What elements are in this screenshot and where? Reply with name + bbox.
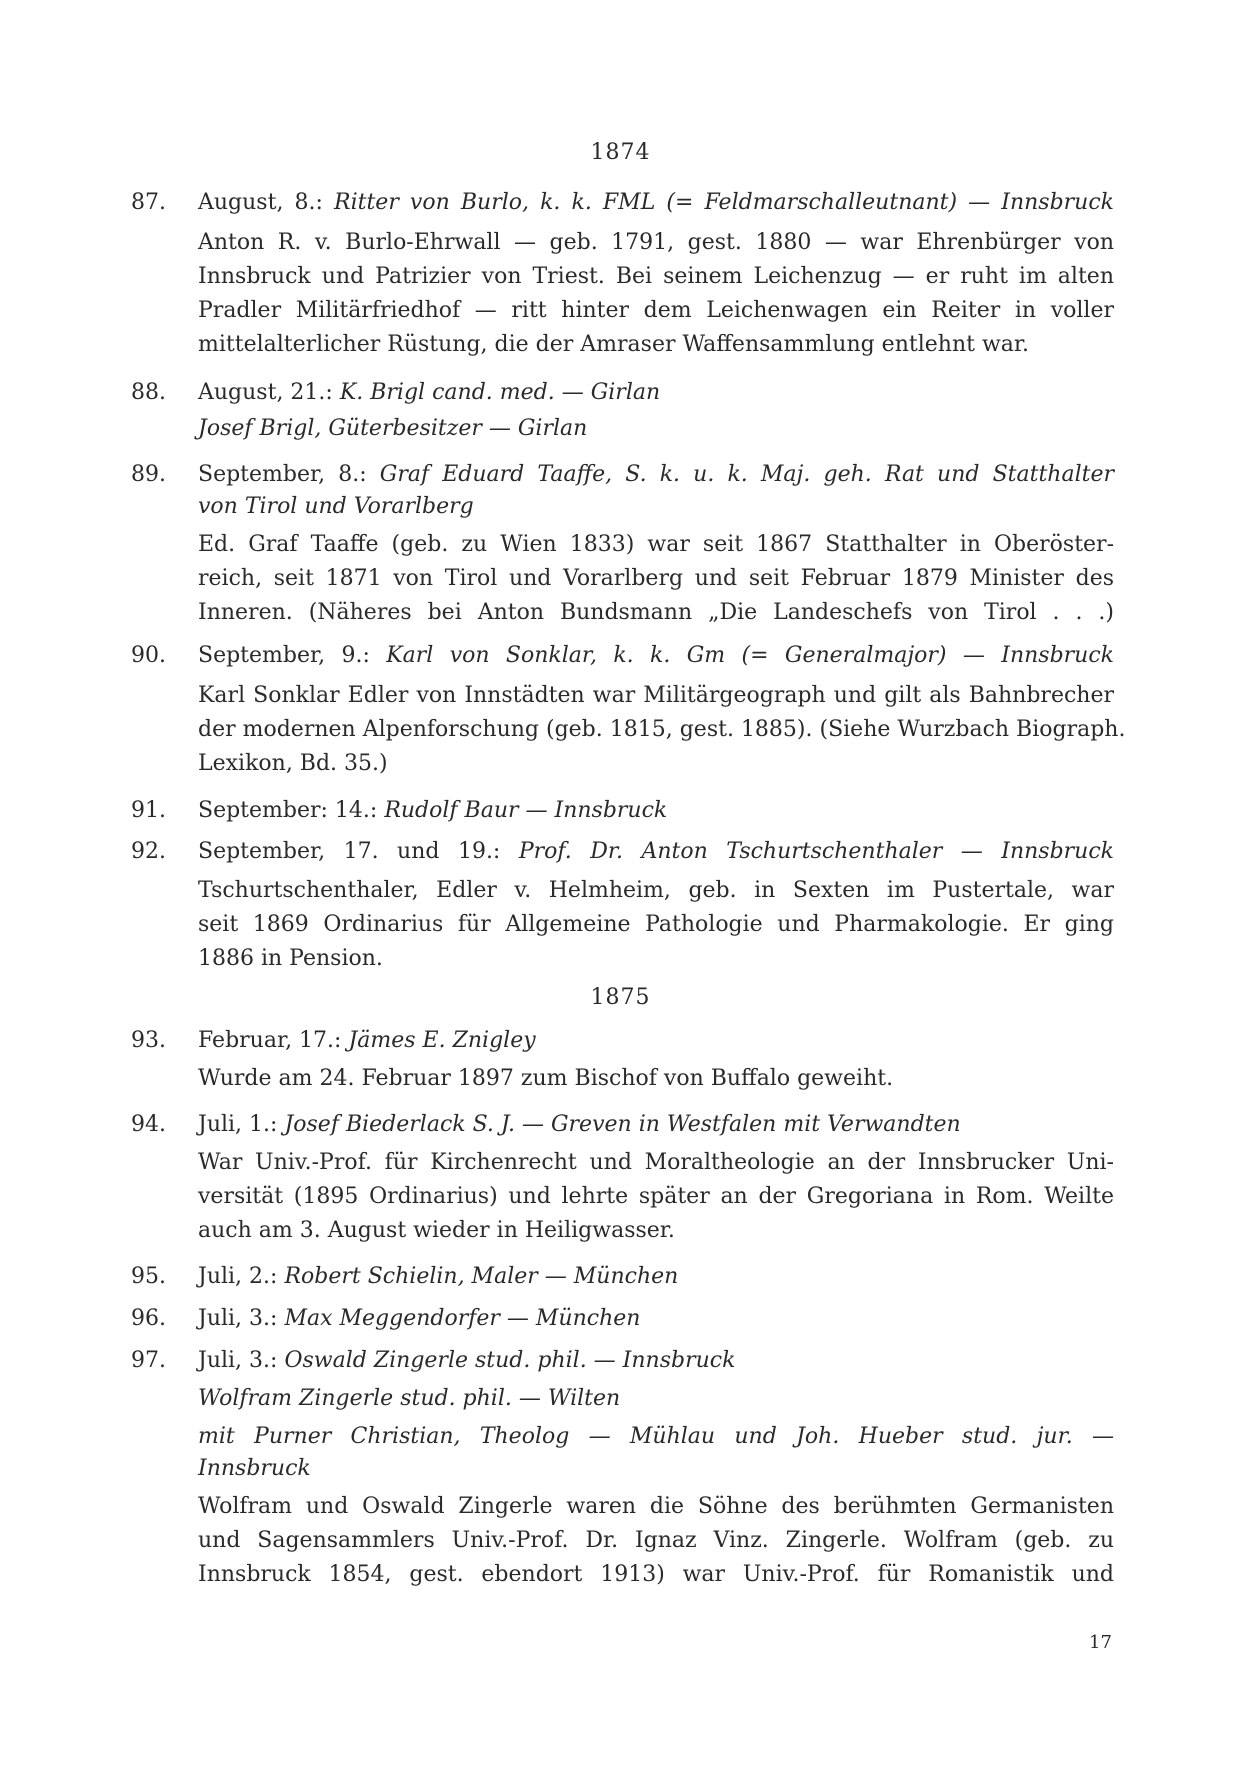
entry-date: August, 21.: <box>198 380 340 405</box>
entry-note-line: Tschurtschenthaler, Edler v. Helmheim, geb. in Sexten im Pustertale, war <box>198 878 1114 903</box>
entry-note-line: Innsbruck 1854, gest. ebendort 1913) war Univ.-Prof. für Romanistik und <box>198 1562 1114 1587</box>
entry-note-line: Anton R. v. Burlo-Ehrwall — geb. 1791, gest. 1880 — war Ehrenbürger von <box>198 230 1114 255</box>
entry-guest: K. Brigl cand. med. — Girlan <box>339 380 661 405</box>
entry-guest: Karl von Sonklar, k. k. Gm (= Generalmajor) — Innsbruck <box>386 643 1114 668</box>
entry-companion: mit Purner Christian, Theolog — Mühlau und Joh. Hueber stud. jur. — <box>198 1424 1114 1449</box>
entry-number: 89. <box>131 462 166 487</box>
entry-note-line: auch am 3. August wieder in Heiligwasser. <box>198 1218 675 1243</box>
entry-heading <box>198 1110 1114 1140</box>
entry-heading <box>198 1304 1114 1334</box>
entry-note-line: Innsbruck und Patrizier von Triest. Bei seinem Leichenzug — er ruht im alten <box>198 264 1114 289</box>
entry-guest: Robert Schielin, Maler — München <box>284 1264 679 1289</box>
entry-date: September: 14.: <box>198 798 385 823</box>
entry-date: Juli, 2.: <box>198 1264 285 1289</box>
entry-heading <box>198 837 1114 867</box>
entry-date: September, 17. und 19.: <box>198 839 519 864</box>
entry-companion: Josef Brigl, Güterbesitzer — Girlan <box>198 416 588 441</box>
entry-note-line: reich, seit 1871 von Tirol und Vorarlberg und seit Februar 1879 Minister des <box>198 566 1114 591</box>
entry-guest: Graf Eduard Taaffe, S. k. u. k. Maj. geh. Rat und Statthalter <box>379 462 1114 487</box>
entry-note-line: War Univ.-Prof. für Kirchenrecht und Moraltheologie an der Innsbrucker Uni- <box>198 1150 1114 1175</box>
entry-note-line: 1886 in Pension. <box>198 946 383 971</box>
entry-note-line: der modernen Alpenforschung (geb. 1815, gest. 1885). (Siehe Wurzbach Biograph. <box>198 717 1126 742</box>
entry-heading <box>198 641 1114 671</box>
entry-note-line: Karl Sonklar Edler von Innstädten war Militärgeograph und gilt als Bahnbrecher <box>198 683 1114 708</box>
entry-note-line: Inneren. (Näheres bei Anton Bundsmann „Die Landeschefs von Tirol . . .) <box>198 600 1114 625</box>
entry-guest-cont: von Tirol und Vorarlberg <box>198 494 474 519</box>
entry-guest: Josef Biederlack S. J. — Greven in Westfalen mit Verwandten <box>284 1112 961 1137</box>
entry-companion: Innsbruck <box>198 1456 311 1481</box>
entry-note-line: Lexikon, Bd. 35.) <box>198 751 388 776</box>
entry-date: August, 8.: <box>198 190 335 215</box>
entry-heading <box>198 1026 1114 1056</box>
entry-number: 87. <box>131 190 166 215</box>
entry-guest: Prof. Dr. Anton Tschurtschenthaler — Innsbruck <box>518 839 1115 864</box>
entry-heading <box>198 378 1114 408</box>
entry-number: 97. <box>131 1348 166 1373</box>
entry-heading <box>198 188 1114 218</box>
entry-note-line: Wolfram und Oswald Zingerle waren die Söhne des berühmten Germanisten <box>198 1494 1114 1519</box>
entry-date: September, 9.: <box>198 643 387 668</box>
entry-number: 92. <box>131 839 166 864</box>
entry-guest: Oswald Zingerle stud. phil. — Innsbruck <box>284 1348 736 1373</box>
entry-date: Juli, 3.: <box>198 1306 285 1331</box>
entry-note-line: und Sagensammlers Univ.-Prof. Dr. Ignaz Vinz. Zingerle. Wolfram (geb. zu <box>198 1528 1114 1553</box>
entry-heading <box>198 796 1114 826</box>
entry-guest: Jämes E. Znigley <box>348 1028 536 1053</box>
entry-heading <box>198 460 1114 490</box>
entry-guest: Rudolf Baur — Innsbruck <box>384 798 668 823</box>
entry-note-line: mittelalterlicher Rüstung, die der Amraser Waffensammlung entlehnt war. <box>198 332 1029 357</box>
entry-number: 88. <box>131 380 166 405</box>
entry-guest: Max Meggendorfer — München <box>284 1306 641 1331</box>
entry-date: September, 8.: <box>198 462 380 487</box>
entry-heading <box>198 1346 1114 1376</box>
page-number: 17 <box>1089 1632 1112 1653</box>
entry-date: Juli, 3.: <box>198 1348 285 1373</box>
entry-note-line: seit 1869 Ordinarius für Allgemeine Pathologie und Pharmakologie. Er ging <box>198 912 1114 937</box>
entry-note-line: Ed. Graf Taaffe (geb. zu Wien 1833) war seit 1867 Statthalter in Oberöster- <box>198 532 1114 557</box>
entry-number: 91. <box>131 798 166 823</box>
entry-date: Juli, 1.: <box>198 1112 285 1137</box>
entry-note-line: Pradler Militärfriedhof — ritt hinter dem Leichenwagen ein Reiter in voller <box>198 298 1114 323</box>
entry-companion: Wolfram Zingerle stud. phil. — Wilten <box>198 1386 621 1411</box>
entry-number: 95. <box>131 1264 166 1289</box>
entry-date: Februar, 17.: <box>198 1028 349 1053</box>
entry-guest: Ritter von Burlo, k. k. FML (= Feldmarschalleutnant) — Innsbruck <box>334 190 1114 215</box>
year-heading-1874: 1874 <box>590 140 651 165</box>
entry-number: 96. <box>131 1306 166 1331</box>
entry-number: 93. <box>131 1028 166 1053</box>
entry-number: 94. <box>131 1112 166 1137</box>
entry-note-line: versität (1895 Ordinarius) und lehrte später an der Gregoriana in Rom. Weilte <box>198 1184 1114 1209</box>
entry-heading <box>198 1262 1114 1292</box>
entry-number: 90. <box>131 643 166 668</box>
entry-note-line: Wurde am 24. Februar 1897 zum Bischof von Buffalo geweiht. <box>198 1066 894 1091</box>
year-heading-1875: 1875 <box>590 985 651 1010</box>
